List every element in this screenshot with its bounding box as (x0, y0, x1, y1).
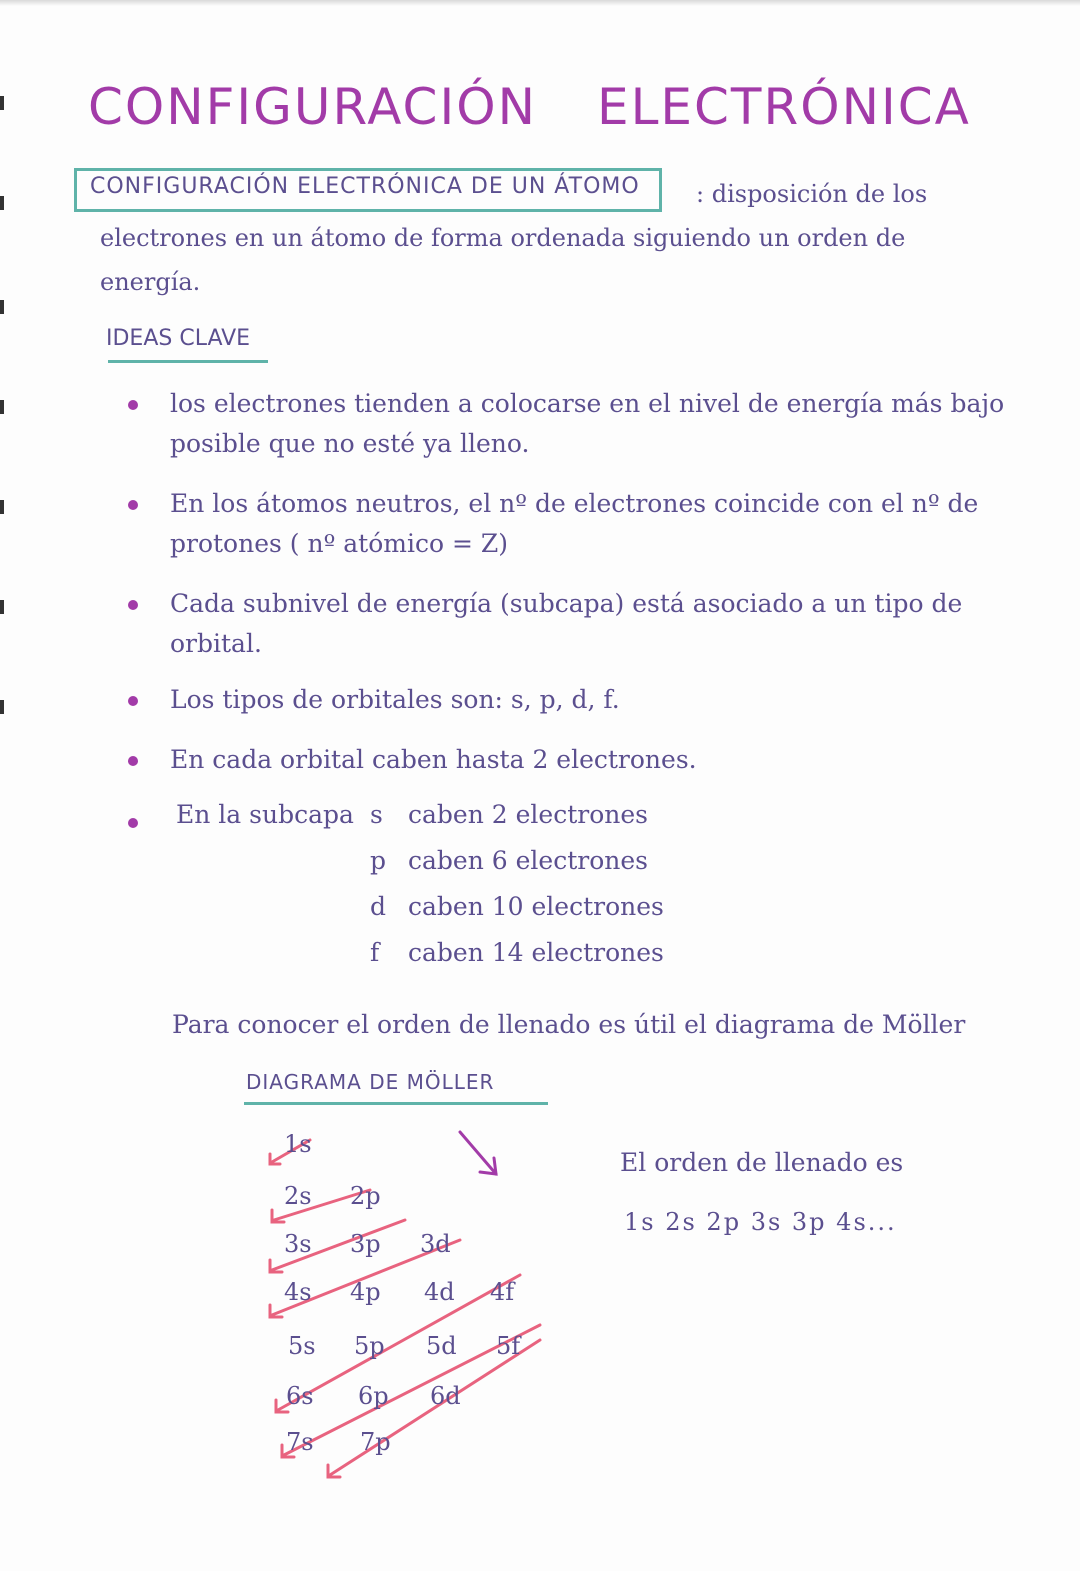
binding-mark (0, 196, 4, 210)
bullet-icon (128, 400, 138, 410)
orbital-label: 4s (284, 1278, 312, 1306)
orbital-label: 4f (490, 1278, 515, 1306)
moller-intro-note: Para conocer el orden de llenado es útil el diagrama de Möller (172, 1010, 966, 1039)
subshell-letter: p (370, 846, 387, 875)
subshell-letter: f (370, 938, 380, 967)
binding-mark (0, 400, 4, 414)
key-ideas-underline (108, 360, 268, 363)
subshell-letter: s (370, 800, 383, 829)
list-item-text: Cada subnivel de energía (subcapa) está asociado a un tipo de orbital. (170, 589, 963, 658)
orbital-label: 5f (496, 1332, 521, 1360)
orbital-label: 2p (350, 1182, 381, 1210)
list-item-text: Los tipos de orbitales son: s, p, d, f. (170, 685, 620, 714)
definition-term: CONFIGURACIÓN ELECTRÓNICA DE UN ÁTOMO (90, 174, 640, 199)
orbital-label: 6d (430, 1382, 461, 1410)
list-item-text: En cada orbital caben hasta 2 electrones. (170, 745, 697, 774)
list-item-text: En los átomos neutros, el nº de electrones coincide con el nº de protones ( nº atómico = Z) (170, 489, 979, 558)
subshell-intro: En la subcapa (176, 800, 354, 829)
subshell-letter: d (370, 892, 387, 921)
definition-text: : disposición de los electrones en un átomo de forma ordenada siguiendo un orden de energía. (100, 180, 928, 296)
orbital-label: 6p (358, 1382, 389, 1410)
list-item-text: los electrones tienden a colocarse en el nivel de energía más bajo posible que no esté ya lleno. (170, 389, 1005, 458)
filling-order-sequence: 1s 2s 2p 3s 3p 4s... (624, 1208, 897, 1236)
orbital-label: 3s (284, 1230, 312, 1258)
subshell-capacity: caben 14 electrones (408, 938, 664, 967)
binding-mark (0, 96, 4, 110)
orbital-label: 5s (288, 1332, 316, 1360)
orbital-label: 1s (284, 1130, 312, 1158)
list-item (128, 384, 1008, 464)
direction-arrow-icon (460, 1132, 496, 1174)
orbital-label: 2s (284, 1182, 312, 1210)
bullet-icon (128, 500, 138, 510)
moller-heading: DIAGRAMA DE MÖLLER (246, 1070, 495, 1094)
orbital-label: 5d (426, 1332, 457, 1360)
orbital-label: 7p (360, 1428, 391, 1456)
orbital-label: 6s (286, 1382, 314, 1410)
orbital-label: 4p (350, 1278, 381, 1306)
binding-mark (0, 700, 4, 714)
page-top-edge (0, 0, 1080, 6)
moller-diagram (240, 1110, 580, 1490)
title-word-1: CONFIGURACIÓN (88, 78, 537, 136)
orbital-label: 3p (350, 1230, 381, 1258)
page-title (88, 78, 971, 136)
orbital-label: 4d (424, 1278, 455, 1306)
subshell-capacity: caben 6 electrones (408, 846, 648, 875)
key-ideas-heading: IDEAS CLAVE (106, 326, 251, 351)
bullet-icon (128, 756, 138, 766)
orbital-label: 3d (420, 1230, 451, 1258)
list-item (128, 584, 1008, 664)
subshell-capacity: caben 10 electrones (408, 892, 664, 921)
binding-mark (0, 500, 4, 514)
moller-heading-underline (244, 1102, 548, 1105)
filling-order-label: El orden de llenado es (620, 1148, 904, 1177)
binding-mark (0, 600, 4, 614)
subshell-capacity: caben 2 electrones (408, 800, 648, 829)
bullet-icon (128, 600, 138, 610)
list-item (128, 484, 1008, 564)
orbital-label: 5p (354, 1332, 385, 1360)
list-item (128, 680, 1008, 720)
list-item (128, 740, 1008, 780)
bullet-icon (128, 818, 138, 828)
binding-mark (0, 300, 4, 314)
title-word-2: ELECTRÓNICA (596, 78, 971, 136)
bullet-icon (128, 696, 138, 706)
orbital-label: 7s (286, 1428, 314, 1456)
